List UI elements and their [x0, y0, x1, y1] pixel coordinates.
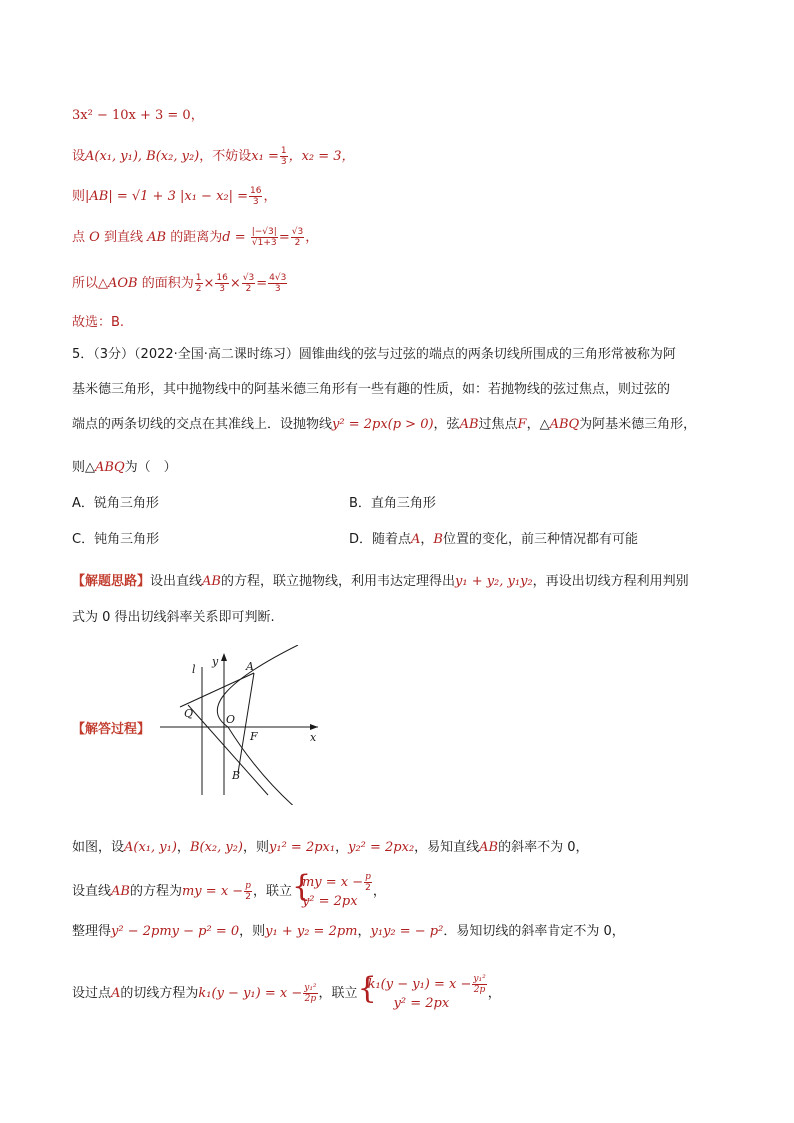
- hint-line-2: [72, 608, 275, 628]
- answer-line: [72, 313, 124, 333]
- math: ×: [229, 276, 241, 291]
- solution-line-4: 设过点A的切线方程为k₁(y − y₁) = x − $\frac{\text{y₁²}}{2p}$ ，联立 { k₁(y − y₁) = x − $\frac{\text{y₁²}}{2p}$ y² = 2px ，: [72, 971, 501, 1011]
- label-a: A: [246, 660, 254, 673]
- text: 的面积为: [141, 276, 194, 291]
- math: AB: [202, 574, 221, 589]
- question-text: 端点的两条切线的交点在其准线上．设抛物线: [72, 417, 333, 432]
- math: AB: [459, 417, 479, 432]
- math: AB: [147, 230, 167, 245]
- label-o: O: [226, 713, 236, 726]
- text: ，不妨设: [199, 149, 252, 164]
- hint-text: 的方程，联立抛物线，利用韦达定理得出: [220, 574, 455, 589]
- label-y: y: [212, 655, 219, 668]
- equation-line-1: [72, 106, 204, 126]
- text: ，: [263, 189, 277, 204]
- question-text: ，△: [526, 417, 550, 432]
- hint-tag: 【解题思路】: [72, 574, 151, 589]
- solution-line-3: 整理得y² − 2pmy − p² = 0，则y₁ + y₂ = 2pm，y₁y₂ = − p²．易知切线的斜率肯定不为 0，: [72, 924, 625, 939]
- equation-text: 3x² − 10x + 3 = 0，: [72, 108, 204, 123]
- question-text: 则△: [72, 460, 95, 475]
- math: O: [89, 230, 100, 245]
- hint-line-1: [72, 572, 689, 592]
- math: AOB: [108, 276, 138, 291]
- option-b[interactable]: B．直角三角形: [349, 496, 436, 511]
- fraction: $\frac{1}{2}$: [195, 273, 202, 294]
- equation-system: { k₁(y − y₁) = x − $\frac{\text{y₁²}}{2p}$ y² = 2px: [357, 971, 486, 1011]
- math: =: [278, 230, 290, 245]
- distance-line: [72, 227, 318, 248]
- label-b: B: [232, 769, 241, 782]
- question-line-1: [72, 345, 676, 365]
- math: d =: [222, 230, 246, 245]
- fraction: $\frac{|-√3|}{√1+3}$: [251, 227, 277, 248]
- chord-length-line: [72, 186, 277, 207]
- hint-text: ，再设出切线方程利用判别: [532, 574, 689, 589]
- text: 点: [72, 230, 86, 245]
- fraction: $\frac{16}{3}$: [216, 273, 228, 294]
- option-a[interactable]: A．锐角三角形: [72, 496, 159, 511]
- solution-line-1: 如图，设A(x₁, y₁)，B(x₂, y₂)，则y₁² = 2px₁，y₂² = 2px₂，易知直线AB的斜率不为 0，: [72, 840, 589, 855]
- fraction: $\frac{4√3}{3}$: [269, 273, 287, 294]
- fraction: $\frac{1}{3}$: [280, 146, 287, 167]
- hint-text: 设出直线: [150, 574, 203, 589]
- answer-text: 故选：B.: [72, 315, 125, 330]
- area-line: [72, 273, 288, 294]
- assume-points-line: [72, 146, 355, 167]
- label-x: x: [310, 731, 317, 744]
- label-l: l: [192, 663, 196, 676]
- solution-tag: 【解答过程】: [72, 722, 151, 737]
- question-line-3: [72, 415, 696, 435]
- text: 所以△: [72, 276, 108, 291]
- math: x₁ =: [251, 149, 279, 164]
- question-text: 5．（3分）（2022·全国·高二课时练习）圆锥曲线的弦与过弦的端点的两条切线所围成的三角形常被称为阿: [72, 347, 676, 362]
- question-line-4: [72, 458, 177, 478]
- question-text: 过焦点: [478, 417, 518, 432]
- fraction: $\frac{16}{3}$: [250, 186, 262, 207]
- solution-line-2: 设直线AB的方程为my = x − $\frac{p}{2}$ ，联立 { my = x − $\frac{p}{2}$ y² = 2px ，: [72, 869, 386, 909]
- label-f: F: [250, 730, 258, 743]
- text: 到直线: [103, 230, 143, 245]
- math: =: [256, 276, 268, 291]
- hint-text: 式为 0 得出切线斜率关系即可判断.: [72, 610, 275, 625]
- math: ，x₂ = 3，: [288, 149, 355, 164]
- text: 则: [72, 189, 86, 204]
- text: ，: [305, 230, 319, 245]
- fraction: $\frac{√3}{2}$: [242, 273, 255, 294]
- text: 的距离为: [170, 230, 223, 245]
- question-text: 为（ ）: [124, 460, 177, 475]
- question-text: ，弦: [433, 417, 460, 432]
- math: ABQ: [549, 417, 580, 432]
- text: 设: [72, 149, 86, 164]
- option-d[interactable]: D．随着点A，B位置的变化，前三种情况都有可能: [349, 532, 638, 547]
- math: y² = 2px(p > 0): [332, 417, 434, 432]
- math: y₁ + y₂, y₁y₂: [455, 574, 533, 589]
- parabola-figure: [158, 645, 338, 805]
- question-text: 基米德三角形，其中抛物线中的阿基米德三角形有一些有趣的性质，如：若抛物线的弦过焦点，则过弦的: [72, 382, 671, 397]
- math: ×: [203, 276, 215, 291]
- math: |AB| = √1 + 3 |x₁ − x₂| =: [85, 189, 249, 204]
- label-q: Q: [184, 707, 194, 720]
- math: ABQ: [95, 460, 125, 475]
- question-line-2: [72, 380, 670, 400]
- question-text: 为阿基米德三角形，: [579, 417, 697, 432]
- math: F: [517, 417, 527, 432]
- option-c[interactable]: C．钝角三角形: [72, 532, 160, 547]
- equation-system: { my = x − $\frac{p}{2}$ y² = 2px: [291, 869, 371, 909]
- math: A(x₁, y₁), B(x₂, y₂): [85, 149, 200, 164]
- fraction: $\frac{√3}{2}$: [291, 227, 304, 248]
